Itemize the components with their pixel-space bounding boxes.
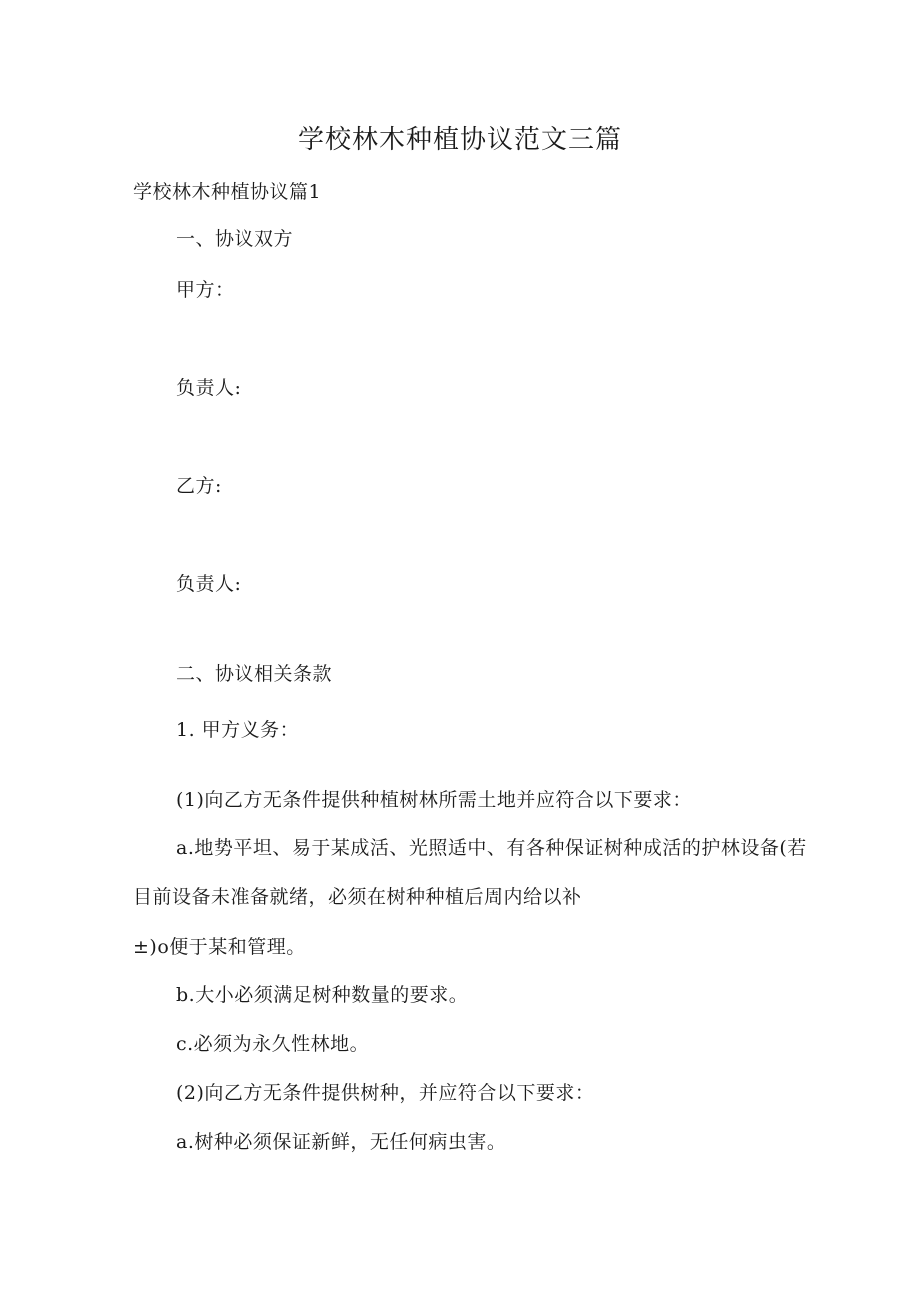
clause-heading-terms: 二、协议相关条款 (176, 663, 333, 685)
document-title: 学校林木种植协议范文三篇 (297, 125, 622, 155)
requirement-a-line-2: 目前设备未准备就绪，必须在树种种植后周内给以补 (133, 886, 582, 908)
party-a-obligations-heading: 1. 甲方义务： (176, 719, 300, 741)
requirement-a-line-3: ±)o便于某和管理。 (133, 936, 306, 958)
party-a-label: 甲方： (176, 279, 235, 301)
clause-heading-parties: 一、协议双方 (176, 228, 294, 250)
requirement-b: b.大小必须满足树种数量的要求。 (176, 984, 469, 1006)
requirement-a-line-1: a.地势平坦、易于某成活、光照适中、有各种保证树种成活的护林设备(若 (176, 837, 807, 859)
seedling-requirement-a: a.树种必须保证新鲜，无任何病虫害。 (176, 1131, 507, 1153)
party-a-representative-label: 负责人: (176, 377, 242, 399)
obligation-2: (2)向乙方无条件提供树种，并应符合以下要求： (176, 1082, 595, 1104)
obligation-1: (1)向乙方无条件提供种植树林所需土地并应符合以下要求： (176, 789, 692, 811)
party-b-representative-label: 负责人: (176, 573, 242, 595)
requirement-c: c.必须为永久性林地。 (176, 1033, 370, 1055)
party-b-label: 乙方: (176, 475, 222, 497)
section-heading: 学校林木种植协议篇1 (133, 181, 322, 203)
